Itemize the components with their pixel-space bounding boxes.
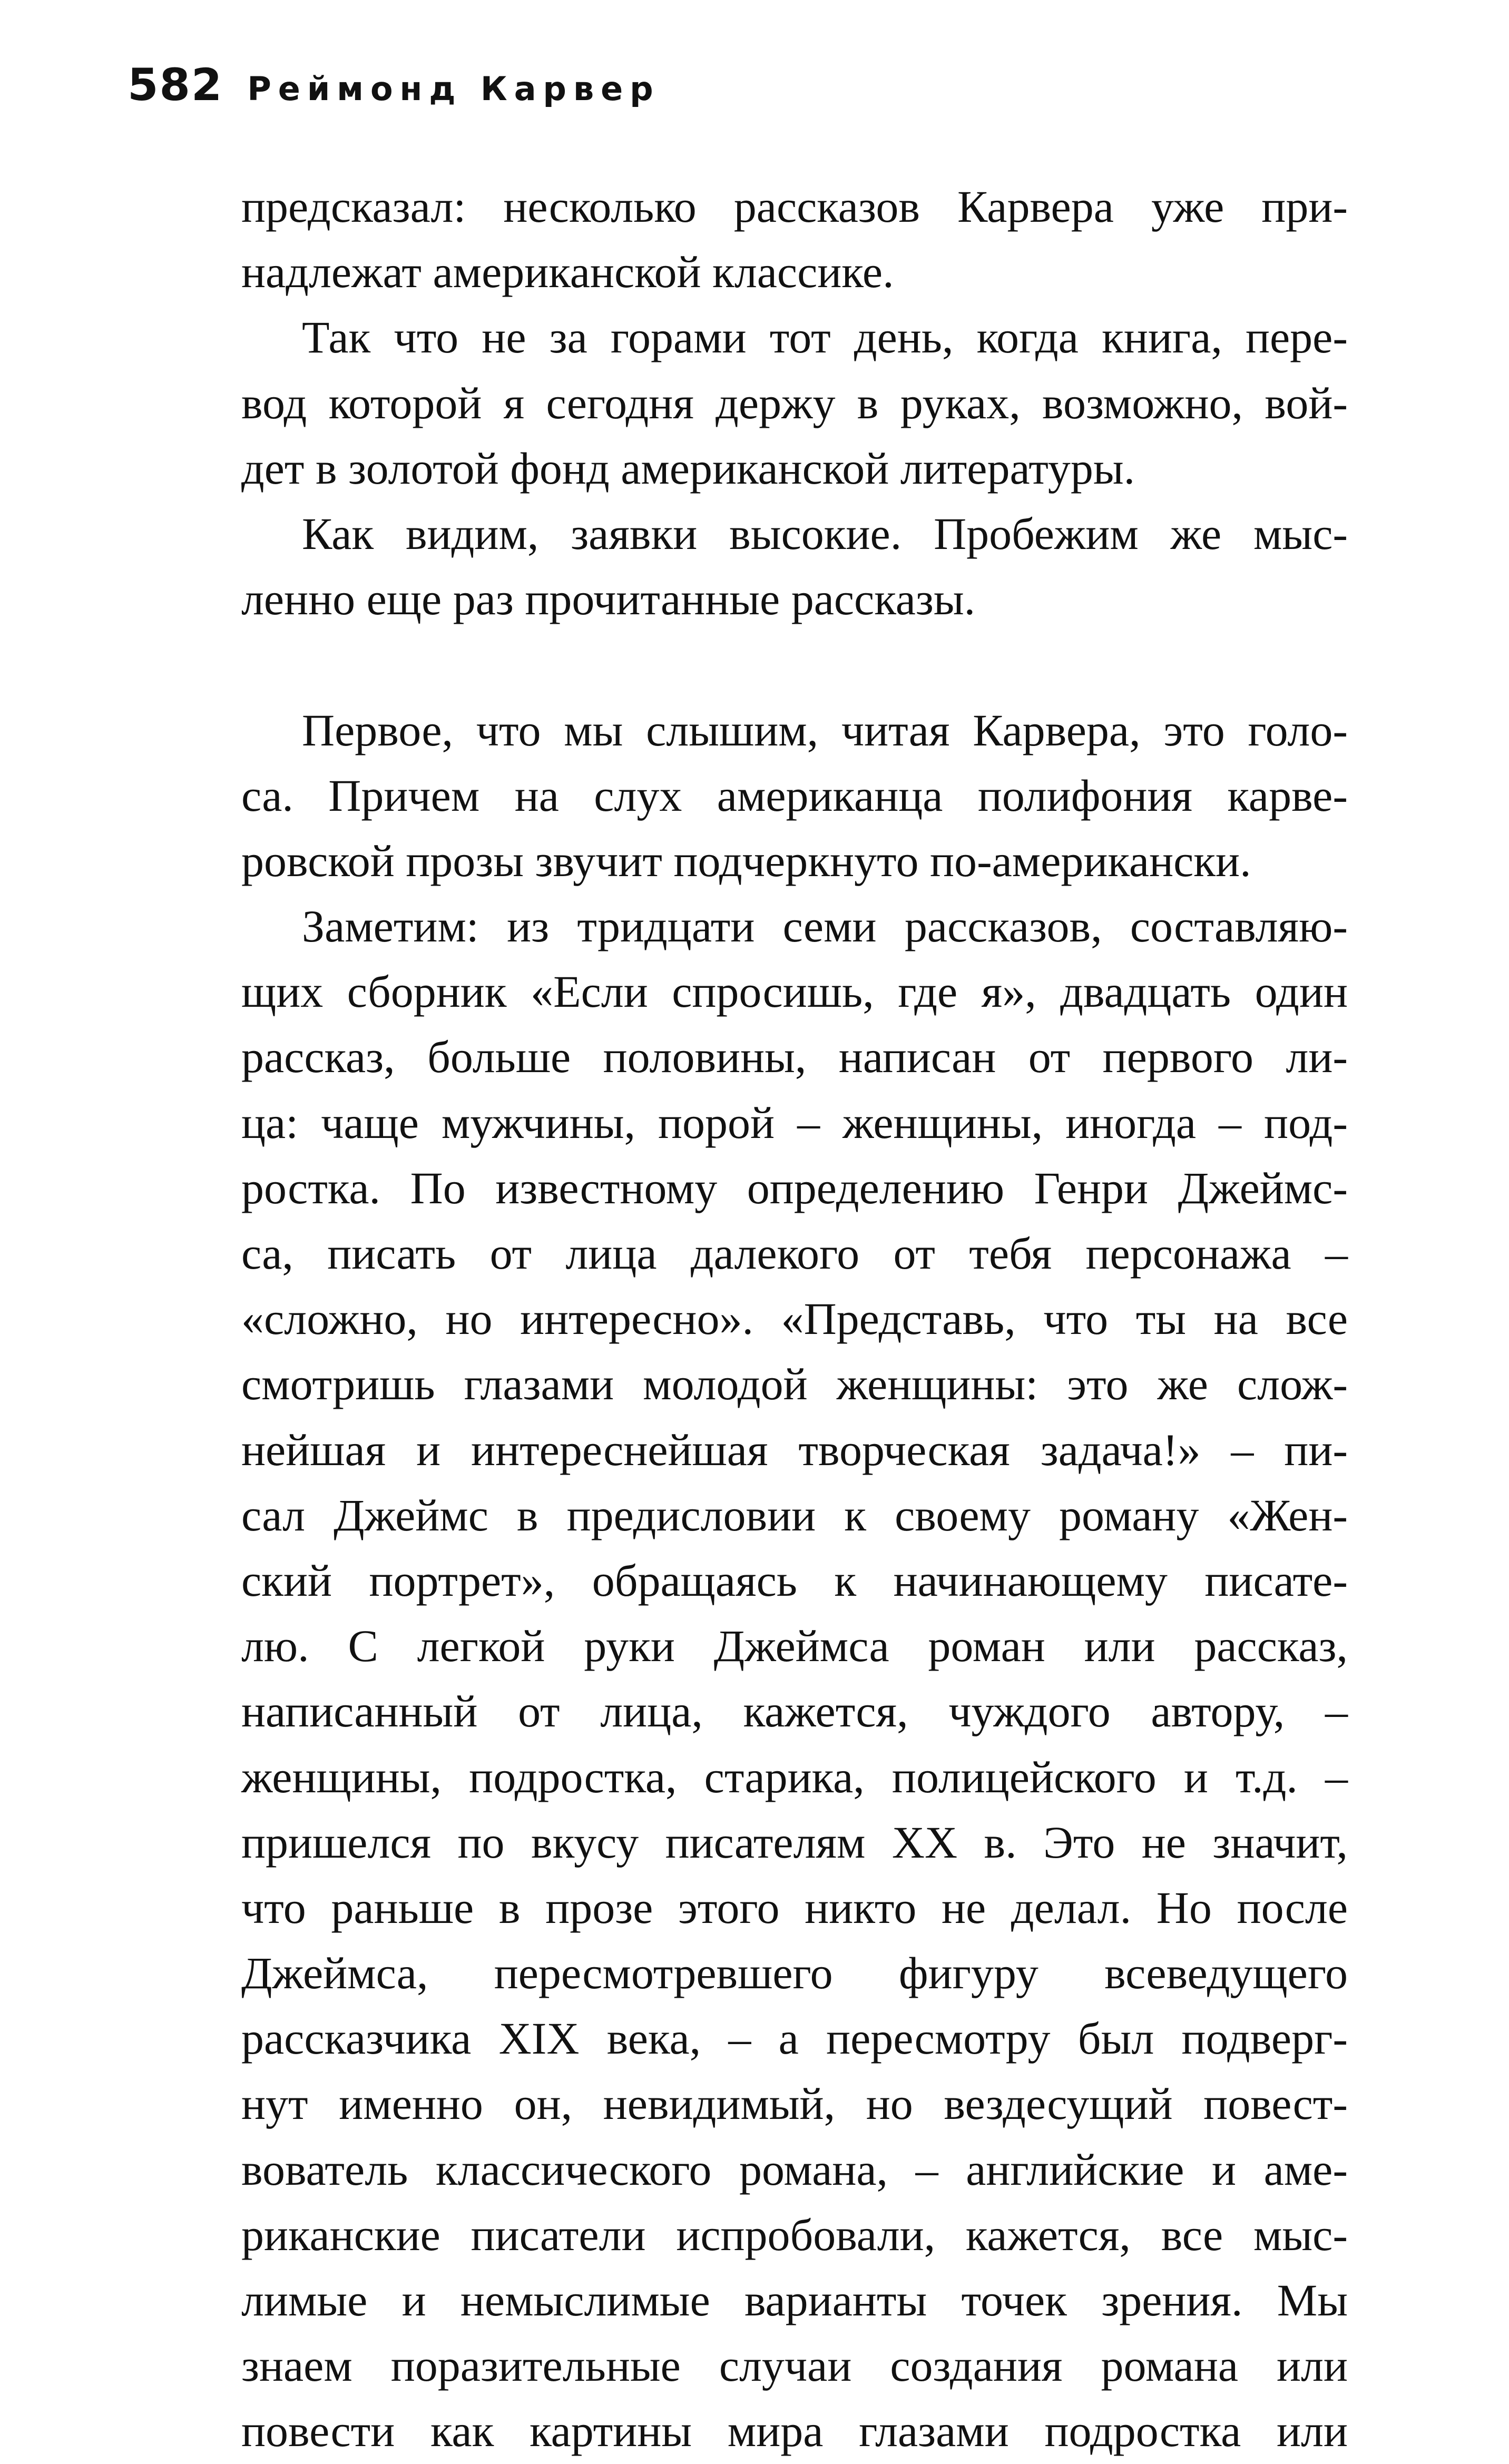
text-line: вователь классического романа, – английские и аме- xyxy=(241,2144,1348,2195)
text-line: са, писать от лица далекого от тебя персонажа – xyxy=(241,1228,1348,1279)
paragraph xyxy=(241,501,1348,632)
text-line: ца: чаще мужчины, порой – женщины, иногда – под- xyxy=(241,1097,1348,1148)
text-line: Как видим, заявки высокие. Пробежим же мыс- xyxy=(302,508,1348,559)
text-line: сал Джеймс в предисловии к своему роману «Жен- xyxy=(241,1489,1348,1540)
section-break xyxy=(241,632,1348,697)
text-line: лю. С легкой руки Джеймса роман или рассказ, xyxy=(241,1621,1348,1672)
text-line: смотришь глазами молодой женщины: это же слож- xyxy=(241,1359,1348,1410)
text-line: написанный от лица, кажется, чуждого автору, – xyxy=(241,1686,1348,1737)
text-line: рассказчика XIX века, – а пересмотру был подверг- xyxy=(241,2013,1348,2064)
text-line: са. Причем на слух американца полифония карве- xyxy=(241,770,1348,821)
text-line: женщины, подростка, старика, полицейского и т.д. – xyxy=(241,1751,1348,1802)
text-line: лимые и немыслимые варианты точек зрения. Мы xyxy=(241,2275,1348,2325)
text-line: щих сборник «Если спросишь, где я», двадцать один xyxy=(241,966,1348,1017)
text-line: предсказал: несколько рассказов Карвера уже при- xyxy=(241,181,1348,232)
text-line: рассказ, больше половины, написан от первого ли- xyxy=(241,1032,1348,1083)
body-text xyxy=(241,174,1348,2457)
text-line: нут именно он, невидимый, но вездесущий повест- xyxy=(241,2078,1348,2129)
paragraph xyxy=(241,174,1348,305)
text-line: нейшая и интереснейшая творческая задача!» – пи- xyxy=(241,1424,1348,1475)
text-line: ровской прозы звучит подчеркнуто по-американски. xyxy=(241,835,1251,886)
page-number: 582 xyxy=(128,59,223,111)
running-head xyxy=(128,51,660,119)
text-line: Так что не за горами тот день, когда книга, пере- xyxy=(302,312,1348,363)
text-line: надлежат американской классике. xyxy=(241,247,894,298)
paragraph xyxy=(241,305,1348,501)
text-line: знаем поразительные случаи создания романа или xyxy=(241,2340,1348,2391)
running-title: Реймонд Карвер xyxy=(247,70,660,108)
paragraph xyxy=(241,698,1348,894)
text-line: пришелся по вкусу писателям XX в. Это не значит, xyxy=(241,1817,1348,1868)
text-line: ленно еще раз прочитанные рассказы. xyxy=(241,574,976,625)
text-line: вод которой я сегодня держу в руках, возможно, вой- xyxy=(241,377,1348,428)
text-line: ростка. По известному определению Генри Джеймс- xyxy=(241,1162,1348,1213)
text-line: дет в золотой фонд американской литературы. xyxy=(241,443,1135,494)
paragraph xyxy=(241,894,1348,2464)
text-line: «сложно, но интересно». «Представь, что ты на все xyxy=(241,1293,1348,1344)
text-line: что раньше в прозе этого никто не делал. Но после xyxy=(241,1882,1348,1933)
text-line: риканские писатели испробовали, кажется, все мыс- xyxy=(241,2209,1348,2260)
text-line: Заметим: из тридцати семи рассказов, составляю- xyxy=(302,901,1348,952)
text-line: повести как картины мира глазами подростка или xyxy=(241,2406,1348,2457)
text-line: Первое, что мы слышим, читая Карвера, это голо- xyxy=(302,704,1348,755)
text-line: ский портрет», обращаясь к начинающему писате- xyxy=(241,1555,1348,1606)
text-line: Джеймса, пересмотревшего фигуру всеведущего xyxy=(241,1948,1348,1999)
